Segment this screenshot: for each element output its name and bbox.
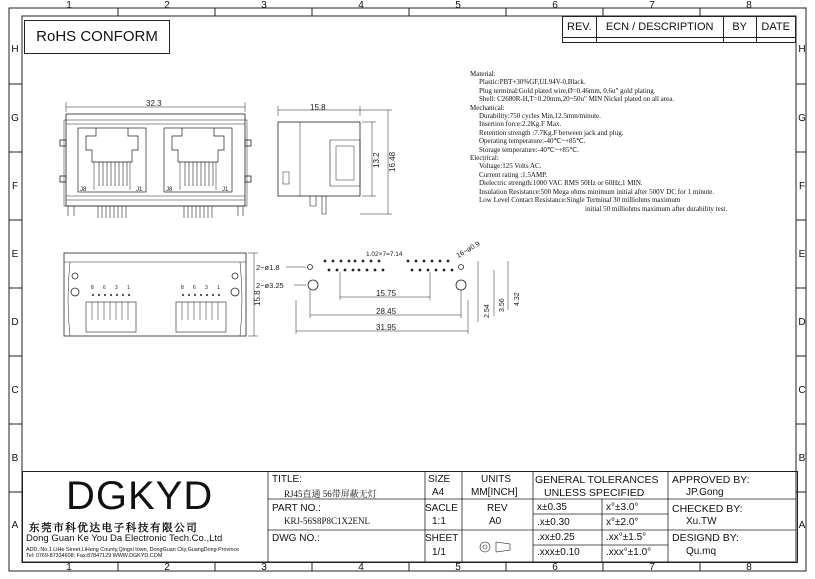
dim-front-width: 32.3 (146, 99, 162, 108)
part-no-label: PART NO.: (272, 503, 321, 514)
mechanical-line-1: Durability:750 cycles Min,12.5mm/minute. (479, 112, 601, 121)
date-col-header: DATE (756, 17, 795, 38)
pin-label-8b: 8 (181, 285, 184, 291)
approved-by-value: JP.Gong (686, 487, 724, 498)
tol-angular-4: .xxx°±1.0° (606, 547, 652, 558)
part-no-value: KRJ-56S8P8C1X2ENL (284, 516, 371, 526)
pin-label-3a: 3 (115, 285, 118, 291)
material-title: Material: (470, 70, 496, 78)
zone-row-d: D (11, 317, 19, 328)
zone-row-e-right: E (798, 249, 806, 260)
zone-row-g: G (11, 113, 19, 124)
zone-col-2: 2 (164, 0, 170, 11)
mechanical-title: Mechanical: (470, 103, 505, 112)
zone-col-7: 7 (649, 0, 655, 11)
pin-label-8a: 8 (91, 285, 94, 291)
dim-hole-1-8: 2−ø1.8 (256, 263, 280, 272)
zone-row-d-right: D (798, 317, 806, 328)
tol-linear-4: .xxx±0.10 (537, 547, 580, 558)
company-name-en: Dong Guan Ke You Da Electronic Tech.Co.,Ltd (26, 533, 223, 544)
mechanical-line-5: Storage temperature:-40℃~+85℃. (479, 145, 580, 154)
label-j8-port1: J8 (80, 187, 87, 193)
dim-bottom-height: 15.8 (253, 290, 262, 306)
pin-label-6b: 6 (193, 285, 196, 291)
designed-by-label: DESIGND BY: (672, 532, 740, 544)
zone-col-5: 5 (455, 0, 461, 11)
zone-row-h: H (11, 44, 19, 55)
zone-col-5-bottom: 5 (455, 562, 461, 573)
dim-side-height-13-2: 13.2 (372, 152, 381, 168)
ecn-col-header: ECN / DESCRIPTION (596, 17, 723, 38)
sheet-value: 1/1 (432, 547, 446, 558)
dim-side-height-16-48: 16.48 (388, 151, 397, 172)
electrical-line-5: Low Level Contact Resistance:Single Terminal 30 milliohms maximum (479, 196, 681, 205)
electrical-line-6: initial 50 milliohms maximum after durability test. (585, 204, 728, 213)
zone-col-7-bottom: 7 (649, 562, 655, 573)
material-line-1: Plastic:PBT+30%GF,UL94V-0,Black. (479, 78, 586, 87)
zone-col-1: 1 (66, 0, 72, 11)
scale-value: 1:1 (432, 516, 446, 527)
zone-row-c-right: C (798, 385, 806, 396)
tol-linear-2: .x±0.30 (537, 517, 570, 528)
rev-label: REV (487, 503, 508, 514)
dim-31-95: 31.95 (376, 323, 397, 332)
electrical-line-2: Current rating :1.5AMP. (479, 170, 548, 179)
title-value: RJ45直通 56带屏蔽无灯 (284, 489, 377, 499)
size-label: SIZE (428, 474, 451, 485)
label-j1-port1: J1 (136, 187, 143, 193)
zone-row-f: F (11, 181, 19, 192)
material-line-3: Shell: C2680R-H,T=0.20mm,20~50u" MIN Nickel plated on all area. (479, 95, 675, 104)
zone-col-3-bottom: 3 (261, 562, 267, 573)
zone-col-4: 4 (358, 0, 364, 11)
pin-label-6a: 6 (103, 285, 106, 291)
zone-col-8-bottom: 8 (746, 562, 752, 573)
zone-col-4-bottom: 4 (358, 562, 364, 573)
units-label: UNITS (481, 474, 511, 485)
rev-col-header: REV. (563, 17, 597, 38)
dwg-no-label: DWG NO.: (272, 533, 320, 544)
tol-angular-2: x°±2.0° (606, 517, 639, 528)
zone-row-b: B (11, 453, 19, 464)
company-logo: DGKYD (66, 474, 214, 518)
dim-side-depth: 15.8 (310, 103, 326, 112)
zone-row-h-right: H (798, 44, 806, 55)
zone-col-8: 8 (746, 0, 752, 11)
electrical-line-3: Dielectric strength:1000 VAC RMS 50Hz or 60Hz,1 MIN. (479, 179, 643, 188)
dim-4-32: 4.32 (514, 292, 521, 306)
zone-row-a: A (11, 520, 19, 531)
mechanical-line-3: Retention strength :7.7Kg.F between jack and plug. (479, 128, 624, 137)
tol-angular-1: x°±3.0° (606, 502, 639, 513)
dim-2-54: 2.54 (484, 304, 491, 318)
electrical-line-4: Insulation Resistance:500 Mega ohms minimum initial after 500V DC for 1 minute. (479, 187, 715, 196)
approved-by-label: APPROVED BY: (672, 474, 750, 486)
zone-col-1-bottom: 1 (66, 562, 72, 573)
tol-linear-3: .xx±0.25 (537, 532, 575, 543)
zone-col-2-bottom: 2 (164, 562, 170, 573)
zone-row-a-right: A (798, 520, 806, 531)
zone-row-g-right: G (798, 113, 806, 124)
sheet-label: SHEET (425, 533, 459, 544)
dim-28-45: 28.45 (376, 307, 397, 316)
dim-15-75: 15.75 (376, 289, 397, 298)
mechanical-line-4: Operating temperature:-40℃~+85℃. (479, 137, 586, 146)
pin-label-3b: 3 (205, 285, 208, 291)
pin-label-1a: 1 (127, 285, 130, 291)
rohs-badge: RoHS CONFORM (24, 20, 170, 54)
zone-row-f-right: F (798, 181, 806, 192)
title-label: TITLE: (272, 474, 303, 485)
label-j8-port2: J8 (166, 187, 173, 193)
zone-col-6-bottom: 6 (552, 562, 558, 573)
tol-angular-3: .xx°±1.5° (606, 532, 647, 543)
checked-by-label: CHECKED BY: (672, 503, 743, 515)
address-line: ADD.:No.1 LiHe Street,LiHeng County,Qingxi town, DongGuan City,GuangDong Province (26, 547, 240, 553)
mechanical-line-2: Insertion force:2.2Kg.F Max. (479, 120, 562, 129)
company-address (26, 547, 239, 559)
material-line-2: Plug terminal:Gold plated wire,Ø=0.46mm, 0.6u" gold plating. (479, 86, 656, 95)
dim-pitch: 1.02×7=7.14 (366, 251, 403, 258)
rev-value: A0 (489, 516, 502, 527)
scale-label: SACLE (425, 503, 458, 514)
units-value: MM[INCH] (471, 487, 518, 498)
zone-row-c: C (11, 385, 19, 396)
dim-hole-3-25: 2−ø3.25 (256, 281, 284, 290)
designed-by-value: Qu.mq (686, 546, 717, 557)
dim-hole-0-9: 16−ø0.9 (455, 240, 482, 260)
size-value: A4 (432, 487, 445, 498)
tolerances-title-1: GENERAL TOLERANCES (535, 474, 659, 486)
zone-col-6: 6 (552, 0, 558, 11)
pin-label-1b: 1 (217, 285, 220, 291)
label-j1-port2: J1 (222, 187, 229, 193)
company-name-cn: 东莞市科优达电子科技有限公司 (29, 522, 199, 534)
zone-row-e: E (11, 249, 19, 260)
checked-by-value: Xu.TW (686, 516, 717, 527)
tolerances-title-2: UNLESS SPECIFIED (544, 487, 645, 499)
electrical-line-1: Voltage:125 Volts AC. (479, 162, 542, 171)
contact-line: Tel: 0769-87334608; Fax:87847129 WWW.DGKYD.COM (26, 553, 163, 559)
zone-col-3: 3 (261, 0, 267, 11)
tol-linear-1: x±0.35 (537, 502, 567, 513)
electrical-title: Electrical: (470, 154, 499, 163)
zone-row-b-right: B (798, 453, 806, 464)
by-col-header: BY (723, 17, 756, 38)
dim-3-56: 3.56 (499, 298, 506, 312)
